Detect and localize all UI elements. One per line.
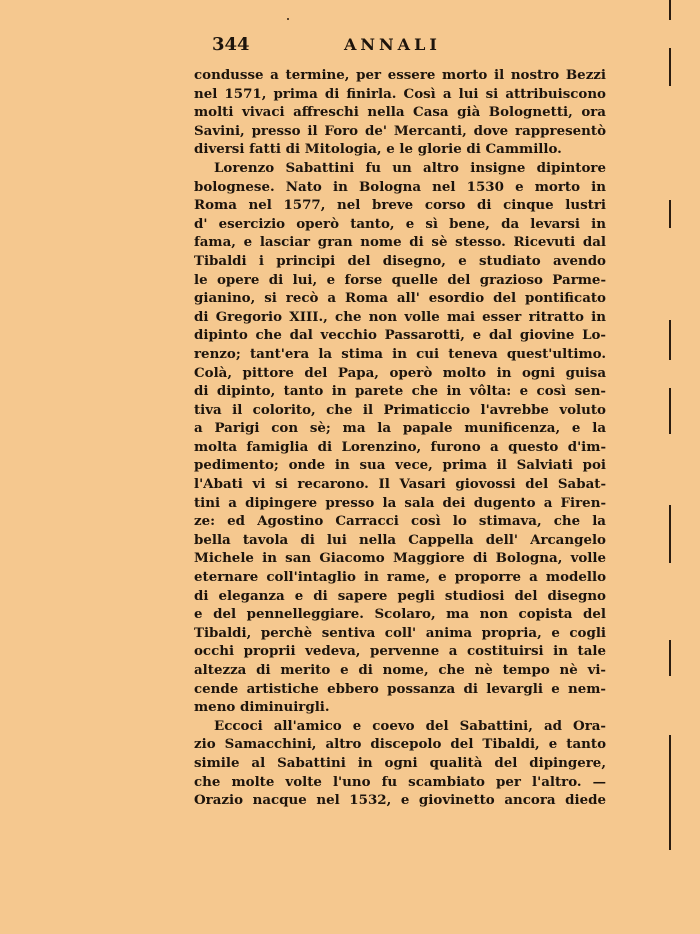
text-line: Roma nel 1577, nel breve corso di cinque lustri bbox=[194, 197, 606, 214]
page-number: 344 bbox=[212, 34, 250, 55]
text-line: renzo; tant'era la stima in cui teneva quest'ultimo. bbox=[194, 345, 606, 362]
text-line: Colà, pittore del Papa, operò molto in ogni guisa bbox=[194, 364, 606, 381]
text-line: ze: ed Agostino Carracci così lo stimava, che la bbox=[194, 513, 606, 530]
text-line: d' esercizio operò tanto, e sì bene, da levarsi in bbox=[194, 215, 606, 232]
text-line: altezza di merito e di nome, che nè tempo nè vi- bbox=[194, 662, 606, 678]
text-line: e del pennelleggiare. Scolaro, ma non copista del bbox=[194, 606, 606, 623]
text-line: che molte volte l'uno fu scambiato per l'altro. — bbox=[194, 773, 606, 790]
text-line: tini a dipingere presso la sala dei dugento a Firen- bbox=[194, 494, 606, 511]
text-line: meno diminuirgli. bbox=[194, 699, 330, 716]
text-line: cende artistiche ebbero possanza di levargli e nem- bbox=[194, 680, 606, 697]
body-text bbox=[194, 66, 606, 810]
running-head: ANNALI bbox=[344, 35, 441, 54]
text-line: Tibaldi, perchè sentiva coll' anima propria, e cogli bbox=[194, 624, 606, 641]
text-line: gianino, si recò a Roma all' esordio del pontificato bbox=[194, 290, 606, 307]
text-line: a Parigi con sè; ma la papale munificenza, e la bbox=[194, 420, 606, 437]
text-line: di eleganza e di sapere pegli studiosi del disegno bbox=[194, 587, 606, 604]
margin-rule-mark bbox=[669, 640, 671, 676]
text-line: nel 1571, prima di finirla. Così a lui si attribuiscono bbox=[194, 85, 606, 102]
text-line: tiva il colorito, che il Primaticcio l'avrebbe voluto bbox=[194, 401, 606, 418]
text-line: bella tavola di lui nella Cappella dell' Arcangelo bbox=[194, 531, 606, 548]
margin-rule-mark bbox=[669, 505, 671, 563]
text-line: molta famiglia di Lorenzino, furono a questo d'im- bbox=[194, 438, 606, 455]
text-line: zio Samacchini, altro discepolo del Tibaldi, e tanto bbox=[194, 736, 606, 753]
text-line: condusse a termine, per essere morto il nostro Bezzi bbox=[194, 67, 606, 83]
text-line: fama, e lasciar gran nome di sè stesso. Ricevuti dal bbox=[194, 234, 606, 251]
margin-rule-mark bbox=[669, 0, 671, 20]
text-line: bolognese. Nato in Bologna nel 1530 e morto in bbox=[194, 178, 606, 195]
page-header bbox=[194, 34, 606, 58]
margin-rule-mark bbox=[669, 48, 671, 86]
text-line: Michele in san Giacomo Maggiore di Bologna, volle bbox=[194, 550, 606, 567]
margin-rule-mark bbox=[669, 735, 671, 850]
text-line: simile al Sabattini in ogni qualità del dipingere, bbox=[194, 754, 606, 771]
text-line: pedimento; onde in sua vece, prima il Salviati poi bbox=[194, 457, 606, 474]
margin-rule-mark bbox=[669, 320, 671, 360]
text-line: eternare coll'intaglio in rame, e proporre a modello bbox=[194, 569, 606, 586]
text-line: le opere di lui, e forse quelle del grazioso Parme- bbox=[194, 271, 606, 288]
text-line: Savini, presso il Foro de' Mercanti, dove rappresentò bbox=[194, 122, 606, 139]
text-line: Tibaldi i principi del disegno, e studiato avendo bbox=[194, 252, 606, 269]
text-line: l'Abati vi si recarono. Il Vasari giovossi del Sabat- bbox=[194, 476, 606, 493]
text-line: di dipinto, tanto in parete che in vôlta: e così sen- bbox=[194, 383, 606, 400]
text-line: Orazio nacque nel 1532, e giovinetto ancora diede bbox=[194, 792, 606, 809]
text-line: dipinto che dal vecchio Passarotti, e dal giovine Lo- bbox=[194, 327, 606, 344]
margin-rule-mark bbox=[669, 388, 671, 434]
text-line: di Gregorio XIII., che non volle mai esser ritratto in bbox=[194, 308, 606, 325]
text-line: occhi proprii vedeva, pervenne a costituirsi in tale bbox=[194, 643, 606, 660]
text-line: diversi fatti di Mitologia, e le glorie di Cammillo. bbox=[194, 141, 562, 158]
paragraph-start-sabattini: Lorenzo Sabattini fu un altro insigne dipintore bbox=[214, 159, 606, 176]
text-line: molti vivaci affreschi nella Casa già Bolognetti, ora bbox=[194, 104, 606, 121]
paper-speck bbox=[287, 18, 289, 20]
margin-rule-mark bbox=[669, 200, 671, 228]
paragraph-start-samacchini: Eccoci all'amico e coevo del Sabattini, ad Ora- bbox=[214, 717, 606, 734]
